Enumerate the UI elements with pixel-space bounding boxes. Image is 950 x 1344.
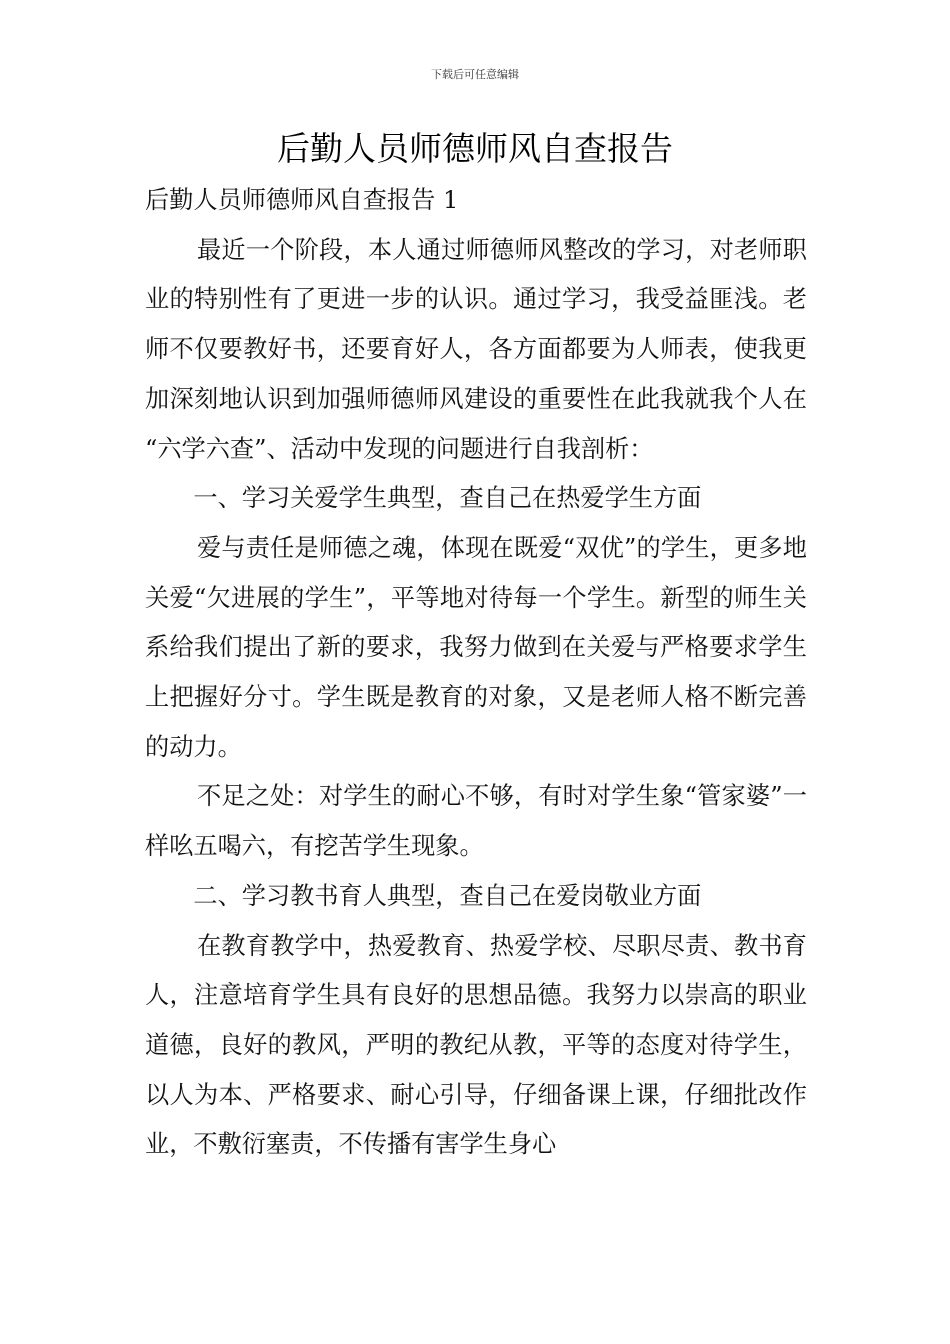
paragraph-shortcomings: 不足之处：对学生的耐心不够，有时对学生象“管家婆”一样吆五喝六，有挖苦学生现象。 [145,782,807,861]
section-heading-1: 一、学习关爱学生典型，查自己在热爱学生方面 [193,484,702,513]
paragraph-teaching: 在教育教学中，热爱教育、热爱学校、尽职尽责、教书育人，注意培育学生具有良好的思想品德。我努力以崇高的职业道德，良好的教风，严明的教纪从教，平等的态度对待学生，以人为本、严格要求、耐心引导，仔细备课上课，仔细批改作业，不敷衍塞责，不传播有害学生身心 [145,931,807,1159]
paragraph-intro: 最近一个阶段，本人通过师德师风整改的学习，对老师职业的特别性有了更进一步的认识。通过学习，我受益匪浅。老师不仅要教好书，还要育好人，各方面都要为人师表，使我更加深刻地认识到加强师德师风建设的重要性在此我就我个人在 “六学六查”、活动中发现的问题进行自我剖析： [145,235,807,463]
report-subtitle: 后勤人员师德师风自查报告 1 [145,186,459,214]
document-title: 后勤人员师德师风自查报告 [277,129,673,168]
document-body [145,176,807,1170]
paragraph-love-responsibility: 爱与责任是师德之魂，体现在既爱“双优”的学生，更多地关爱“欠进展的学生”，平等地对待每一个学生。新型的师生关系给我们提出了新的要求，我努力做到在关爱与严格要求学生上把握好分寸。学生既是教育的对象，又是老师人格不断完善的动力。 [145,533,807,761]
header-note: 下载后可任意编辑 [431,68,519,81]
section-heading-2: 二、学习教书育人典型，查自己在爱岗敬业方面 [193,881,702,910]
